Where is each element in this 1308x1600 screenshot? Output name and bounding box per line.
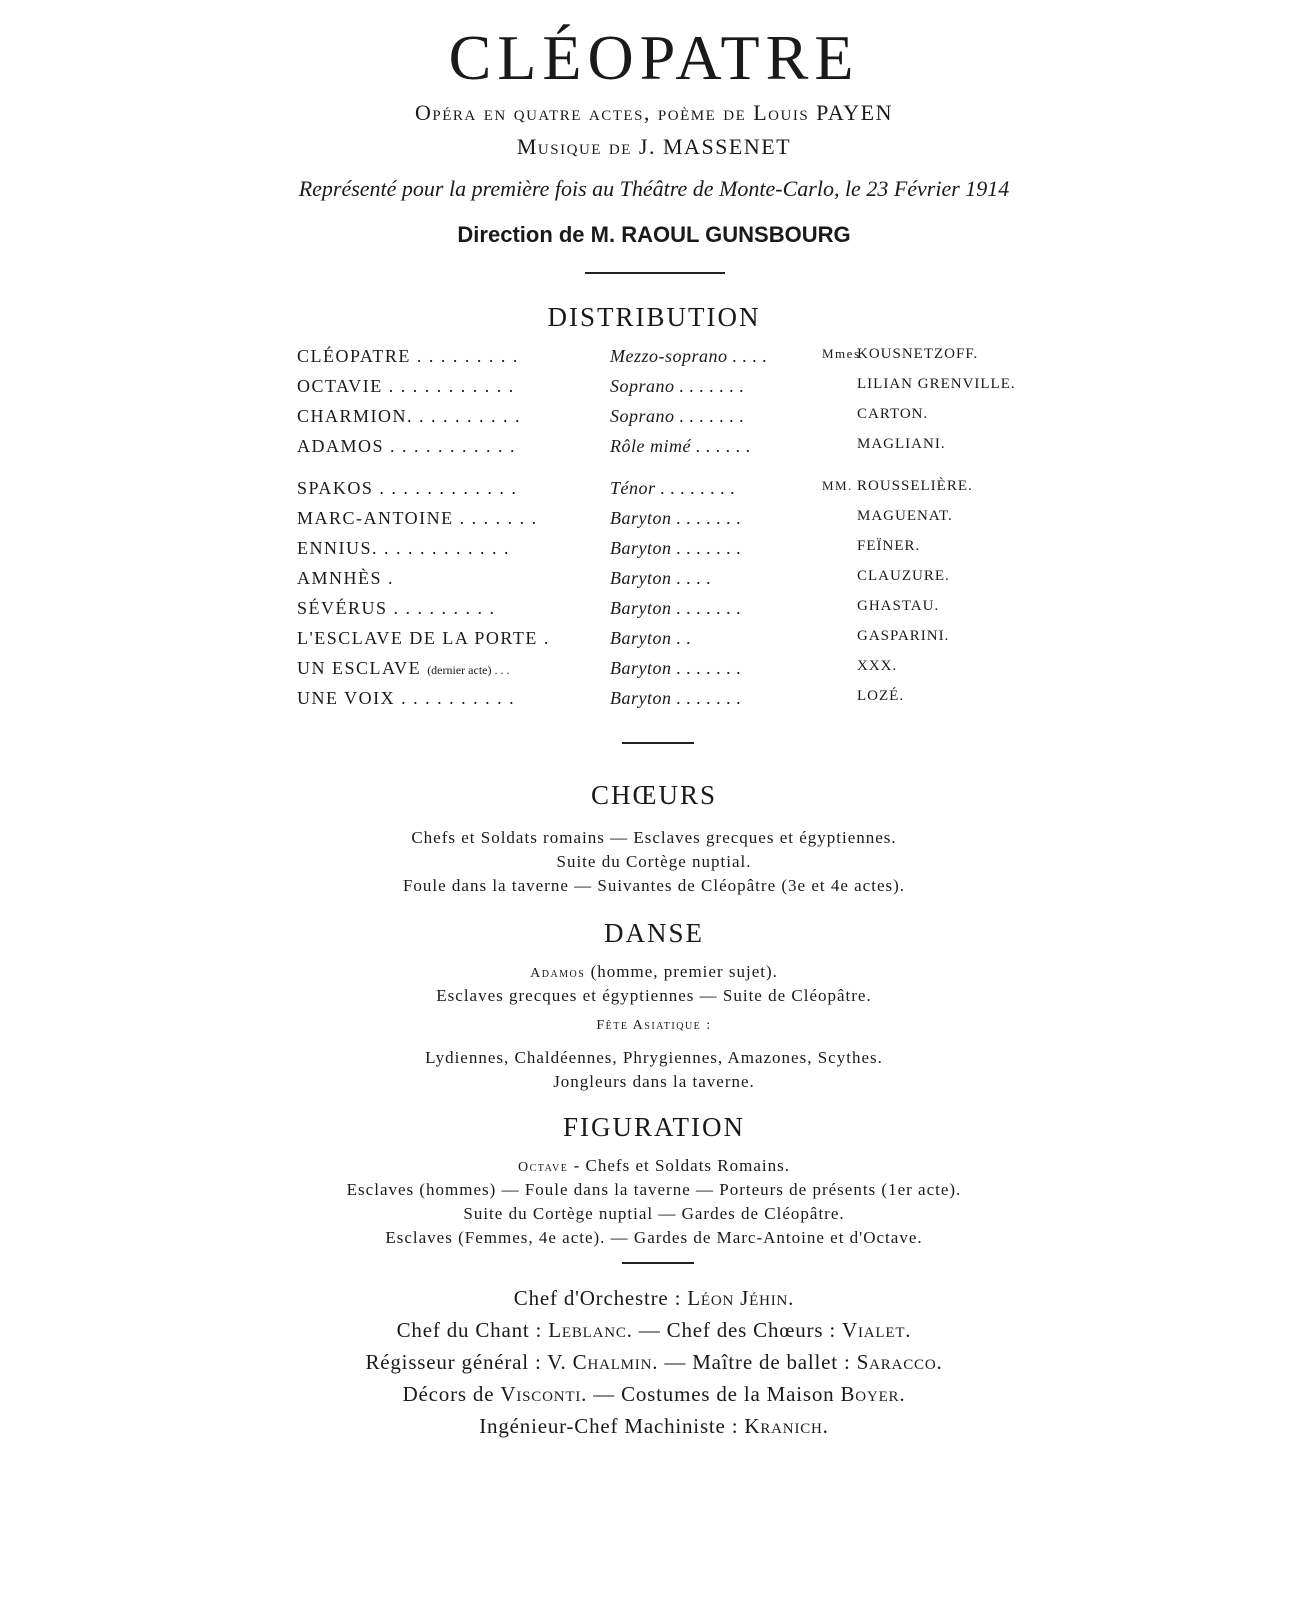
cast-role: CLÉOPATRE . . . . . . . . .	[297, 346, 519, 366]
credit-label: — Maître de ballet :	[658, 1350, 857, 1374]
figuration-octave: Octave	[518, 1160, 569, 1175]
danse-line: Lydiennes, Chaldéennes, Phrygiennes, Amazones, Scythes.	[425, 1048, 883, 1067]
cast-singer: GASPARINI.	[857, 628, 950, 644]
subtitle-opera: Opéra en quatre actes, poème de Louis PAYEN	[415, 100, 893, 125]
cast-role: L'ESCLAVE DE LA PORTE .	[297, 628, 550, 648]
cast-role-group	[297, 658, 509, 679]
cast-row	[0, 538, 1308, 568]
danse-adamos-desc: (homme, premier sujet).	[585, 962, 778, 981]
cast-row	[0, 478, 1308, 508]
credit-label: Régisseur général : V.	[365, 1350, 573, 1374]
cast-role: ENNIUS. . . . . . . . . . . .	[297, 538, 510, 558]
cast-role-note: (dernier acte) . . .	[427, 663, 510, 677]
cast-singer: ROUSSELIÈRE.	[857, 478, 973, 494]
direction-line: Direction de M. RAOUL GUNSBOURG	[457, 222, 851, 247]
credit-name: Leblanc.	[548, 1318, 633, 1342]
danse-heading: DANSE	[603, 918, 704, 948]
cast-role: UN ESCLAVE	[297, 658, 422, 678]
subtitle-music: Musique de J. MASSENET	[516, 134, 792, 159]
cast-prefix: Mmes	[822, 346, 861, 361]
credit-name: Visconti.	[500, 1382, 588, 1406]
cast-voice: Rôle mimé . . . . . .	[610, 436, 751, 456]
cast-voice: Baryton . .	[610, 628, 692, 648]
cast-singer: FEÏNER.	[857, 538, 921, 554]
cast-voice: Baryton . . . . . . .	[610, 508, 742, 528]
credit-machiniste	[0, 1414, 1308, 1439]
cast-role: AMNHÈS .	[297, 568, 395, 588]
credit-decors	[0, 1382, 1308, 1407]
credit-label: — Costumes de la Maison	[587, 1382, 841, 1406]
cast-role: CHARMION. . . . . . . . . .	[297, 406, 522, 426]
cast-role: ADAMOS . . . . . . . . . . .	[297, 436, 517, 456]
cast-role: MARC-ANTOINE . . . . . . .	[297, 508, 538, 528]
cast-singer: KOUSNETZOFF.	[857, 346, 979, 362]
cast-singer: LILIAN GRENVILLE.	[857, 376, 1016, 392]
credit-name: Léon Jéhin.	[687, 1286, 795, 1310]
cast-row	[0, 628, 1308, 658]
cast-row	[0, 568, 1308, 598]
danse-line: Jongleurs dans la taverne.	[553, 1072, 755, 1091]
cast-singer: CARTON.	[857, 406, 929, 422]
figuration-octave-desc: - Chefs et Soldats Romains.	[568, 1156, 790, 1175]
credit-name: Saracco.	[856, 1350, 943, 1374]
credit-label: Décors de	[402, 1382, 501, 1406]
danse-line: Esclaves grecques et égyptiennes — Suite de Cléopâtre.	[436, 986, 872, 1005]
choeurs-line: Suite du Cortège nuptial.	[556, 852, 752, 871]
credit-label: — Chef des Chœurs :	[632, 1318, 843, 1342]
page-title: CLÉOPATRE	[448, 22, 860, 93]
cast-voice: Soprano . . . . . . .	[610, 376, 745, 396]
cast-voice: Ténor . . . . . . . .	[610, 478, 736, 498]
premiere-line: Représenté pour la première fois au Théâtre de Monte-Carlo, le 23 Février 1914	[298, 176, 1010, 201]
figuration-heading: FIGURATION	[563, 1112, 745, 1142]
cast-role: OCTAVIE . . . . . . . . . . .	[297, 376, 515, 396]
choeurs-heading: CHŒURS	[590, 780, 718, 810]
cast-role: SPAKOS . . . . . . . . . . . .	[297, 478, 518, 498]
credit-label: Ingénieur-Chef Machiniste :	[479, 1414, 745, 1438]
fete-asiatique: Fête Asiatique :	[596, 1018, 712, 1033]
cast-role: UNE VOIX . . . . . . . . . .	[297, 688, 516, 708]
credit-chef-chant	[0, 1318, 1308, 1343]
cast-voice: Baryton . . . . . . .	[610, 688, 742, 708]
credit-chef-orchestre	[0, 1286, 1308, 1311]
cast-voice: Baryton . . . . . . .	[610, 538, 742, 558]
cast-prefix: MM.	[822, 478, 853, 493]
danse-line	[0, 960, 1308, 986]
cast-singer: GHASTAU.	[857, 598, 940, 614]
cast-singer: CLAUZURE.	[857, 568, 950, 584]
distribution-heading: DISTRIBUTION	[547, 302, 761, 332]
cast-row	[0, 688, 1308, 718]
figuration-line: Suite du Cortège nuptial — Gardes de Cléopâtre.	[463, 1204, 845, 1223]
credit-name: Vialet.	[842, 1318, 912, 1342]
cast-row	[0, 598, 1308, 628]
credit-label: Chef d'Orchestre :	[513, 1286, 688, 1310]
credit-name: Boyer.	[840, 1382, 906, 1406]
cast-role: SÉVÉRUS . . . . . . . . .	[297, 598, 496, 618]
figuration-line: Esclaves (Femmes, 4e acte). — Gardes de Marc-Antoine et d'Octave.	[385, 1228, 923, 1247]
cast-voice: Baryton . . . . . . .	[610, 658, 742, 678]
cast-voice: Mezzo-soprano . . . .	[610, 346, 768, 366]
cast-row	[0, 376, 1308, 406]
choeurs-line: Chefs et Soldats romains — Esclaves grecques et égyptiennes.	[411, 828, 897, 847]
cast-singer: XXX.	[857, 658, 898, 674]
cast-row	[0, 436, 1308, 466]
cast-singer: MAGUENAT.	[857, 508, 953, 524]
credit-name: Kranich.	[744, 1414, 829, 1438]
cast-row	[0, 658, 1308, 688]
cast-row	[0, 346, 1308, 376]
credit-regisseur	[0, 1350, 1308, 1375]
divider	[622, 1262, 694, 1264]
cast-singer: LOZÉ.	[857, 688, 905, 704]
cast-row	[0, 508, 1308, 538]
cast-row	[0, 406, 1308, 436]
choeurs-line: Foule dans la taverne — Suivantes de Cléopâtre (3e et 4e actes).	[402, 876, 906, 895]
cast-voice: Baryton . . . . . . .	[610, 598, 742, 618]
credit-name: Chalmin.	[572, 1350, 659, 1374]
credit-label: Chef du Chant :	[396, 1318, 549, 1342]
divider	[622, 742, 694, 744]
cast-voice: Baryton . . . .	[610, 568, 712, 588]
divider	[585, 272, 725, 274]
danse-adamos: Adamos	[530, 966, 586, 981]
figuration-line: Esclaves (hommes) — Foule dans la taverne — Porteurs de présents (1er acte).	[346, 1180, 962, 1199]
cast-voice: Soprano . . . . . . .	[610, 406, 745, 426]
cast-singer: MAGLIANI.	[857, 436, 946, 452]
figuration-line	[0, 1154, 1308, 1180]
